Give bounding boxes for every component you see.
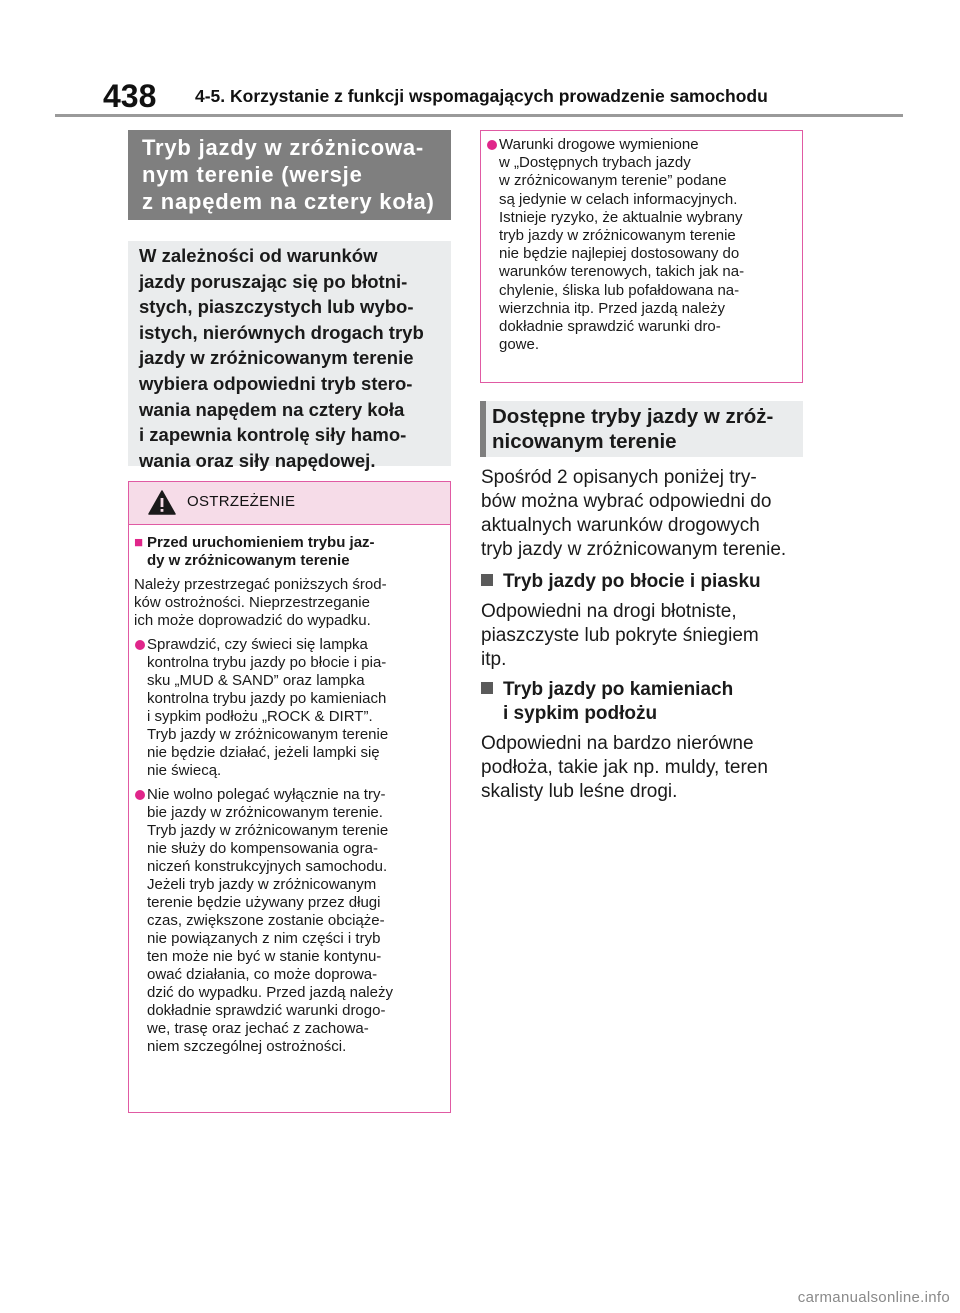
square-marker-icon <box>481 574 493 586</box>
bullet-line: Sprawdzić, czy świeci się lampka <box>147 636 368 653</box>
bullet-line: ten może nie być w stanie kontynu- <box>147 948 382 965</box>
body-line: Odpowiedni na bardzo nierówne <box>481 733 754 754</box>
bullet-line: Nie wolno polegać wyłącznie na try- <box>147 786 386 803</box>
mode-heading-line: Tryb jazdy po kamieniach <box>503 679 734 700</box>
bullet-line: nie powiązanych z nim części i tryb <box>147 930 381 947</box>
bullet-dot-icon <box>135 640 145 650</box>
bullet-line: bie jazdy w zróżnicowanym terenie. <box>147 804 383 821</box>
bullet-line: terenie będzie używany przez długi <box>147 894 381 911</box>
bullet-line: czas, zwiększone zostanie obciąże- <box>147 912 385 929</box>
note-line: warunków terenowych, takich jak na- <box>499 263 745 281</box>
bullet-line: nie będzie działać, jeżeli lampki się <box>147 744 380 761</box>
intro-line: i zapewnia kontrolę siły hamo- <box>139 424 407 446</box>
warning-triangle-icon <box>148 490 176 515</box>
warning-text <box>134 576 450 630</box>
body-line: bów można wybrać odpowiedni do <box>481 491 772 512</box>
note-line: wierzchnia itp. Przed jazdą należy <box>499 299 725 317</box>
bullet-line: Tryb jazdy w zróżnicowanym terenie <box>147 726 389 743</box>
intro-line: stych, piaszczystych lub wybo- <box>139 296 414 318</box>
intro-line: istych, nierównych drogach tryb <box>139 321 424 343</box>
available-modes-title <box>480 401 803 457</box>
note-line: w zróżnicowanym terenie” podane <box>499 172 727 190</box>
body-line: itp. <box>481 649 507 670</box>
note-line: są jedynie w celach informacyjnych. <box>499 190 738 208</box>
bullet-dot-icon <box>135 790 145 800</box>
warning-text-line: ków ostrożności. Nieprzestrzeganie <box>134 594 370 611</box>
note-line: Istnieje ryzyko, że aktualnie wybrany <box>499 208 743 226</box>
body-line: Odpowiedni na drogi błotniste, <box>481 601 737 622</box>
note-line: gowe. <box>499 336 540 354</box>
bullet-line: i sypkim podłożu „ROCK & DIRT”. <box>147 708 373 725</box>
body-line: Spośród 2 opisanych poniżej try- <box>481 467 757 488</box>
bullet-line: Tryb jazdy w zróżnicowanym terenie <box>147 822 389 839</box>
intro-line: jazdy w zróżnicowanym terenie <box>139 347 414 369</box>
bullet-dot-icon <box>487 140 497 150</box>
square-marker-icon <box>481 682 493 694</box>
watermark: carmanualsonline.info <box>797 1289 950 1306</box>
bullet-line: nie świecą. <box>147 762 222 779</box>
body-line: aktualnych warunków drogowych <box>481 515 760 536</box>
section-title-line: nym terenie (wersje <box>142 162 363 187</box>
warning-content <box>129 525 450 1056</box>
warning-heading-line: dy w zróżnicowanym terenie <box>147 552 350 569</box>
warning-bullet <box>134 786 450 1056</box>
title-accent-bar <box>480 401 486 457</box>
mode-text-rock-dirt <box>481 732 768 804</box>
warning-text-line: ich może doprowadzić do wypadku. <box>134 612 371 629</box>
mode-heading-line: Tryb jazdy po błocie i piasku <box>503 571 761 592</box>
intro-line: wybiera odpowiedni tryb stero- <box>139 372 413 394</box>
bullet-line: niczeń konstrukcyjnych samochodu. <box>147 858 388 875</box>
bullet-line: kontrolna trybu jazdy po kamieniach <box>147 690 387 707</box>
mode-heading-line: i sypkim podłożu <box>503 703 658 724</box>
body-line: piaszczyste lub pokryte śniegiem <box>481 625 759 646</box>
warning-heading-line: Przed uruchomieniem trybu jaz- <box>147 534 375 551</box>
intro-line: wania oraz siły napędowej. <box>139 449 376 471</box>
note-box <box>480 130 803 383</box>
bullet-line: niem szczególnej ostrożności. <box>147 1038 347 1055</box>
intro-line: jazdy poruszając się po błotni- <box>139 270 408 292</box>
warning-box <box>128 481 451 1113</box>
intro-line: W zależności od warunków <box>139 245 378 266</box>
bullet-line: ować działania, co może doprowa- <box>147 966 378 983</box>
bullet-line: kontrolna trybu jazdy po błocie i pia- <box>147 654 387 671</box>
note-line: dokładnie sprawdzić warunki dro- <box>499 318 721 336</box>
note-line: nie będzie najlepiej dostosowany do <box>499 245 740 263</box>
available-modes-title-line: Dostępne tryby jazdy w zróż- <box>492 405 774 428</box>
mode-heading-rock-dirt <box>481 678 733 726</box>
mode-heading-mud-sand <box>481 570 761 594</box>
bullet-line: nie służy do kompensowania ogra- <box>147 840 378 857</box>
page-number: 438 <box>103 78 157 114</box>
page-header <box>0 0 960 118</box>
warning-title: OSTRZEŻENIE <box>187 493 296 510</box>
bullet-line: we, trasę oraz jechać z zachowa- <box>147 1020 369 1037</box>
body-line: skalisty lub leśne drogi. <box>481 781 678 802</box>
body-line: tryb jazdy w zróżnicowanym terenie. <box>481 539 787 560</box>
bullet-line: Jeżeli tryb jazdy w zróżnicowanym <box>147 876 377 893</box>
bullet-line: dzić do wypadku. Przed jazdą należy <box>147 984 393 1001</box>
bullet-line: dokładnie sprawdzić warunki drogo- <box>147 1002 386 1019</box>
body-line: podłoża, takie jak np. muldy, teren <box>481 757 768 778</box>
mode-text-mud-sand <box>481 600 759 672</box>
chapter-title: 4-5. Korzystanie z funkcji wspomagających prowadzenie samochodu <box>195 86 768 106</box>
available-modes-title-line: nicowanym terenie <box>492 430 677 453</box>
bullet-line: sku „MUD & SAND” oraz lampka <box>147 672 365 689</box>
header-divider <box>55 114 903 117</box>
note-line: Warunki drogowe wymienione <box>499 136 699 153</box>
intro-summary <box>128 241 451 471</box>
intro-line: wania napędem na cztery koła <box>139 398 405 420</box>
note-line: w „Dostępnych trybach jazdy <box>499 154 691 172</box>
section-title-line: z napędem na cztery koła) <box>142 189 435 214</box>
warning-text-line: Należy przestrzegać poniższych środ- <box>134 576 387 593</box>
available-modes-intro <box>481 466 786 562</box>
warning-header <box>129 482 450 525</box>
note-line: tryb jazdy w zróżnicowanym terenie <box>499 227 736 245</box>
section-title <box>128 130 451 220</box>
warning-heading <box>134 534 450 570</box>
warning-bullet <box>134 636 450 780</box>
square-marker-icon: ■ <box>134 534 144 551</box>
note-bullet <box>486 136 802 354</box>
note-line: chylenie, śliska lub pofałdowana na- <box>499 281 740 299</box>
section-title-line: Tryb jazdy w zróżnicowa- <box>142 135 425 160</box>
